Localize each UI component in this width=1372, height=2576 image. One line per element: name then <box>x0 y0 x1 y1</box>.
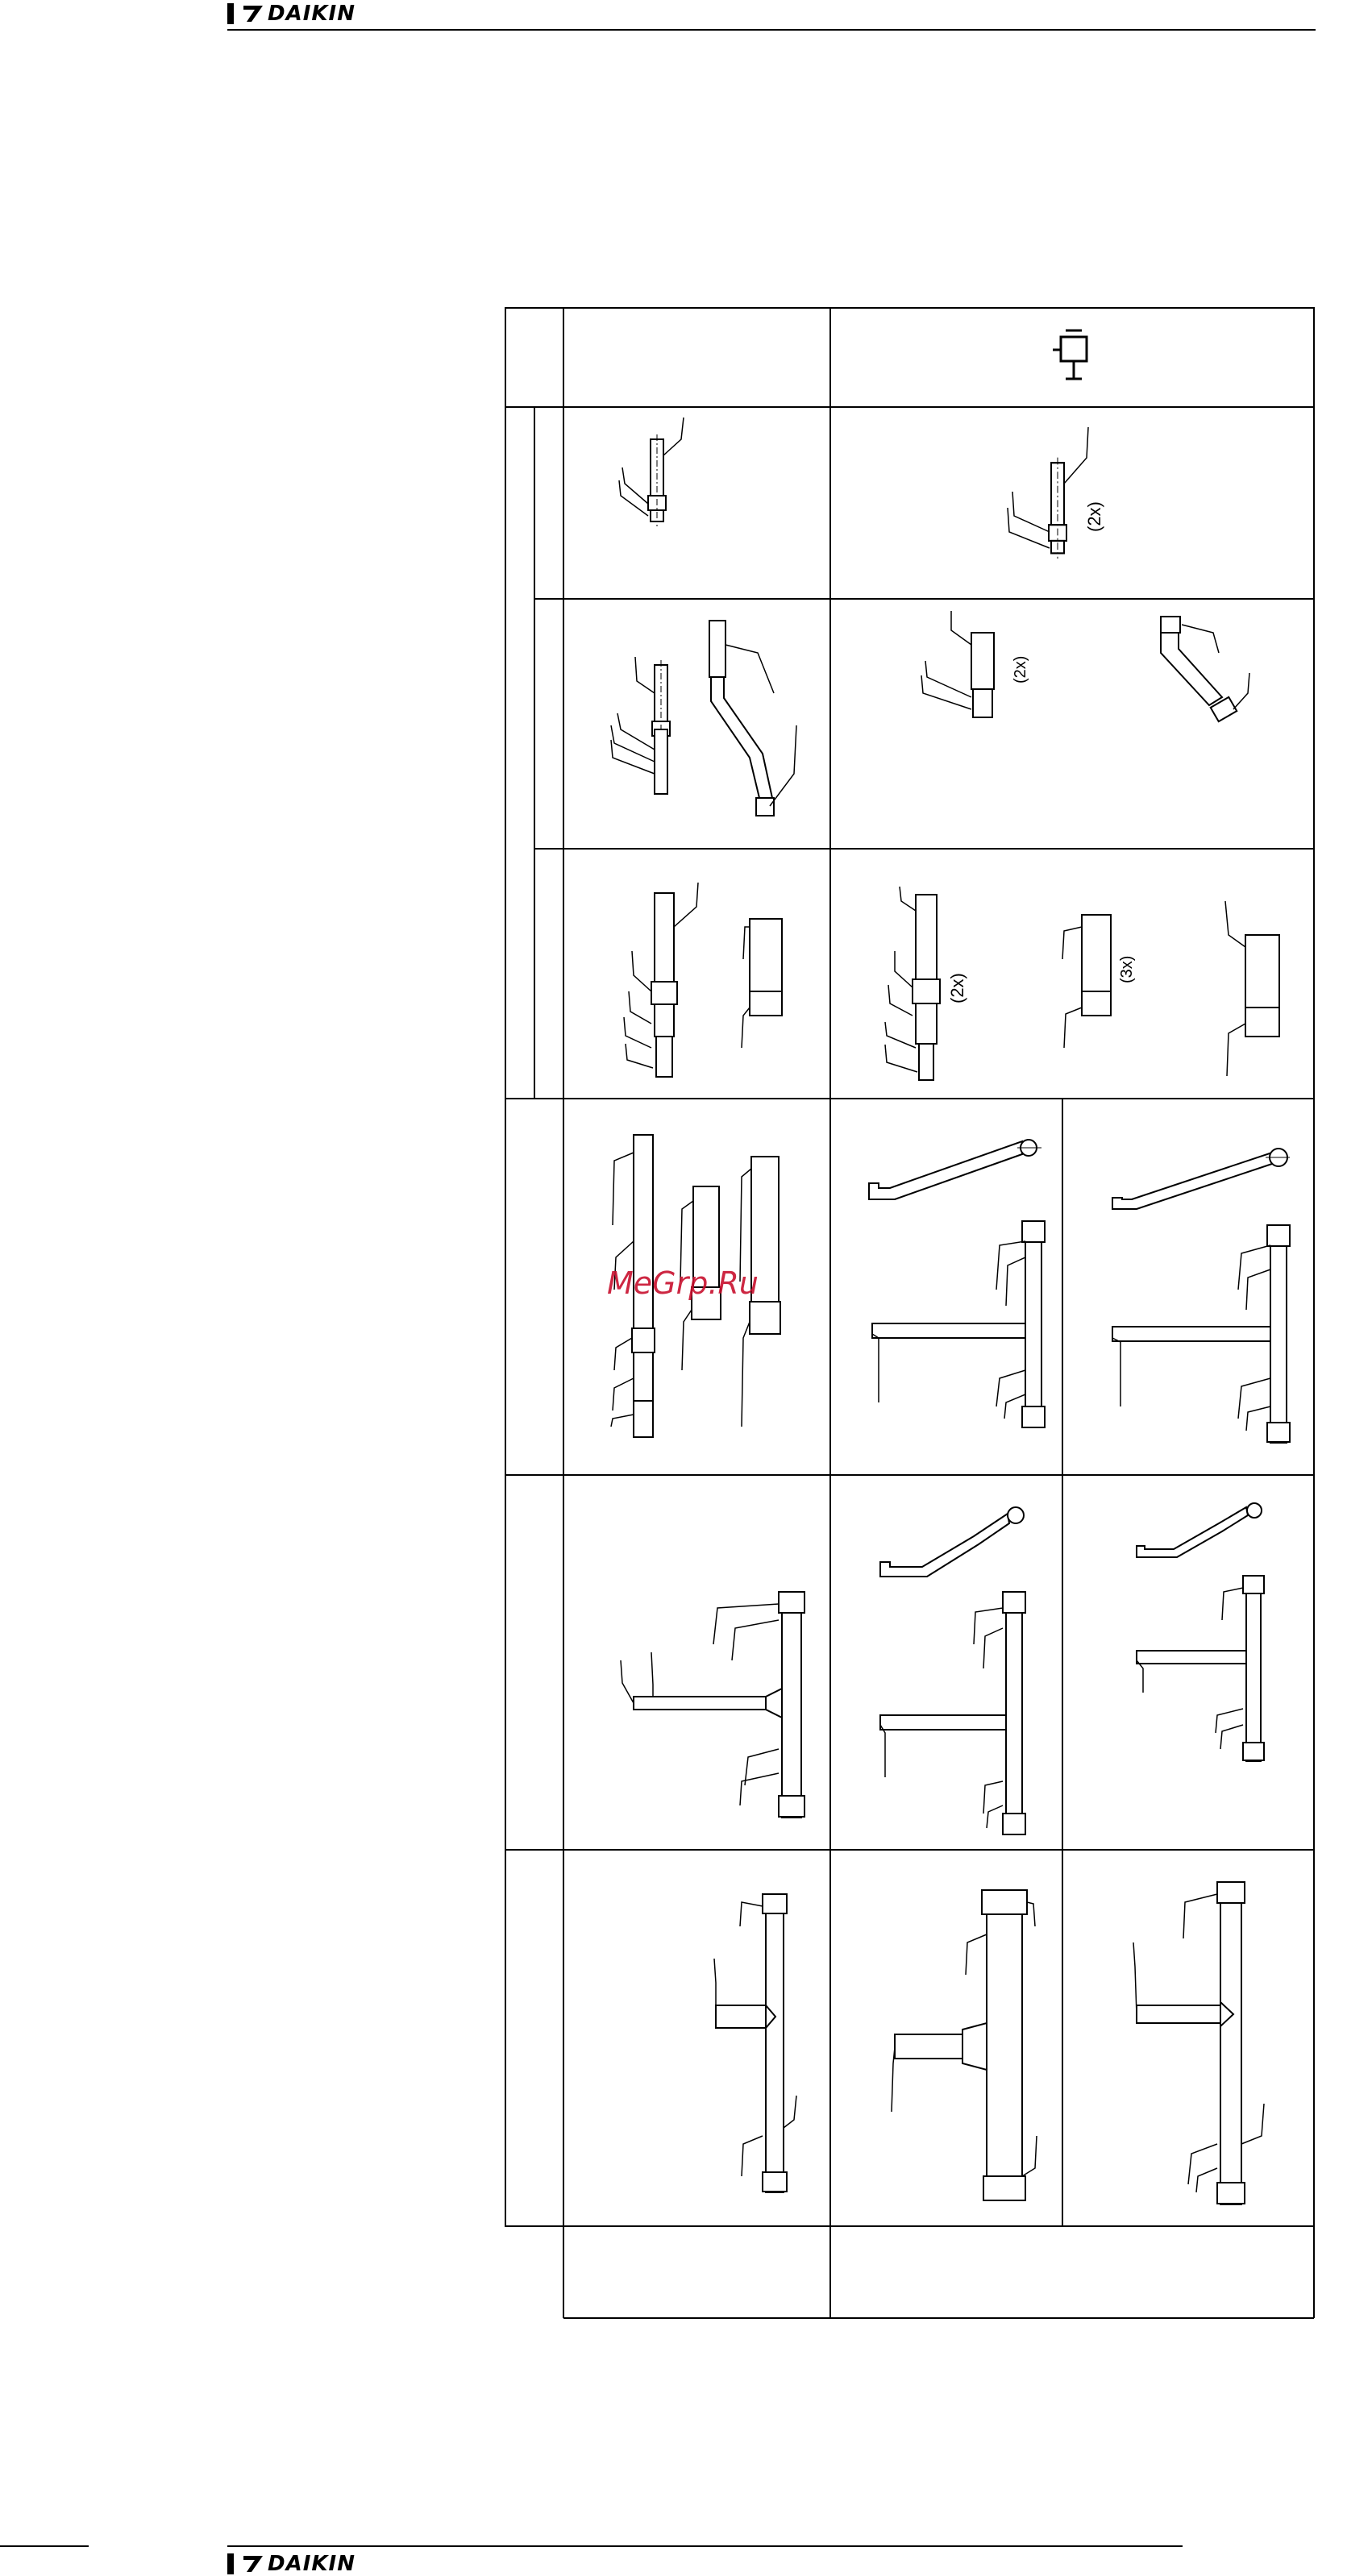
row4-right-tee <box>1112 1225 1290 1443</box>
row4-mid-bent-pipe <box>869 1140 1041 1199</box>
row5-right-bent-pipe <box>1137 1503 1262 1557</box>
row3-right-reducer <box>885 887 940 1080</box>
row3-right-socket-mid <box>1062 915 1111 1048</box>
row5-right-tee <box>1137 1576 1264 1761</box>
watermark-text: MeGrp.Ru <box>607 1265 759 1301</box>
row2-right-short-pipe <box>921 611 994 717</box>
row5-mid-tee <box>880 1592 1025 1834</box>
row4-right-bent-pipe <box>1112 1149 1290 1209</box>
row2-right-elbow <box>1161 617 1249 721</box>
row5-left-tee <box>621 1592 804 1818</box>
row6-left-tee <box>714 1894 796 2192</box>
count-label: (2x) <box>1084 501 1104 532</box>
count-label: (2x) <box>1012 655 1029 683</box>
row1-right-pipe <box>1008 427 1088 559</box>
row3-right-socket-large <box>1225 901 1279 1076</box>
row4-mid-tee <box>872 1221 1045 1427</box>
count-label: (2x) <box>947 973 967 1003</box>
row3-left-reducer <box>624 883 698 1077</box>
row2-left-bent-pipe <box>709 621 796 816</box>
brand-name: DAIKIN <box>268 2 355 26</box>
row6-right-tee <box>1133 1882 1264 2204</box>
row2-left-straight-pipe <box>611 657 670 794</box>
row5-mid-bent-pipe <box>880 1507 1024 1577</box>
row3-left-socket <box>742 919 782 1048</box>
count-label: (3x) <box>1118 955 1136 983</box>
tee-symbol-icon <box>1053 330 1087 379</box>
row1-left-pipe <box>619 418 684 526</box>
brand-name: DAIKIN <box>268 2552 355 2576</box>
row6-mid-tee <box>892 1890 1037 2200</box>
